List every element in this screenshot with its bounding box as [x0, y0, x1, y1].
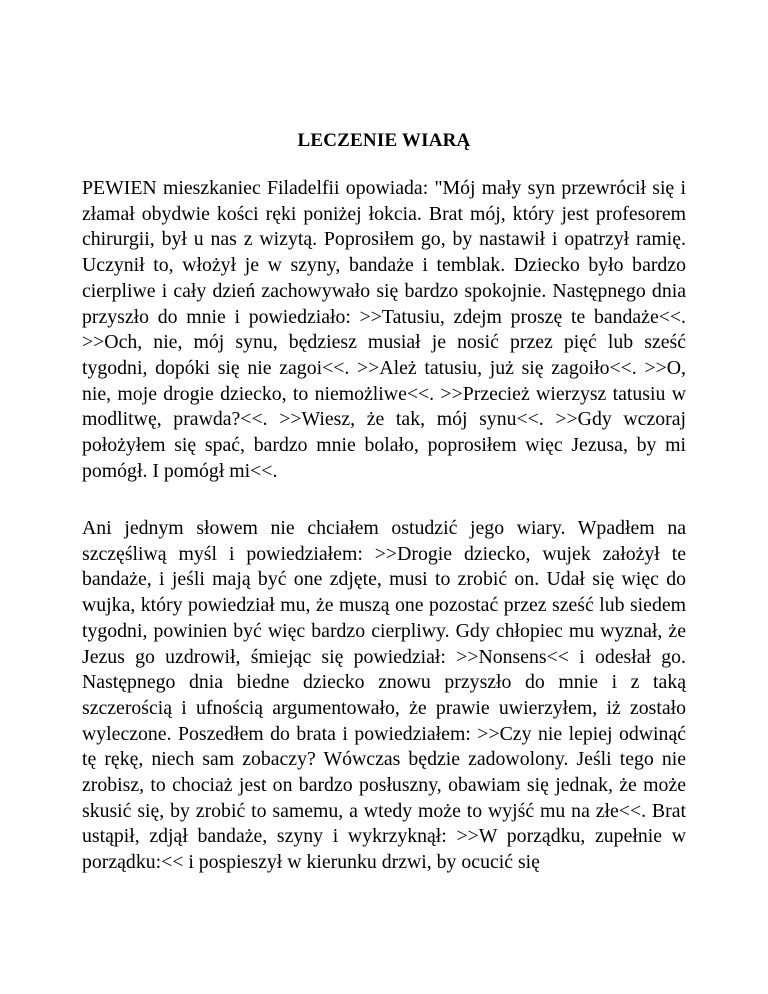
- paragraph-2: Ani jednym słowem nie chciałem ostudzić jego wiary. Wpadłem na szczęśliwą myśl i powiedziałem: >>Drogie dziecko, wujek założył te bandaże, i jeśli mają być one zdjęte, musi to zrobić on. Udał się więc do wujka, który powiedział mu, że muszą one pozostać przez sześć lub siedem tygodni, powinien być więc bardzo cierpliwy. Gdy chłopiec mu wyznał, że Jezus go uzdrowił, śmiejąc się powiedział: >>Nonsens<< i odesłał go. Następnego dnia biedne dziecko znowu przyszło do mnie i z taką szczerością i ufnością argumentowało, że prawie uwierzyłem, iż zostało wyleczone. Poszedłem do brata i powiedziałem: >>Czy nie lepiej odwinąć tę rękę, niech sam zobaczy? Wówczas będzie zadowolony. Jeśli tego nie zrobisz, to chociaż jest on bardzo posłuszny, obawiam się jednak, że może skusić się, by zrobić to samemu, a wtedy może to wyjść mu na złe<<. Brat ustąpił, zdjął bandaże, szyny i wykrzyknął: >>W porządku, zupełnie w porządku:<< i pospieszył w kierunku drzwi, by ocucić się: [82, 517, 686, 874]
- paragraph-1: PEWIEN mieszkaniec Filadelfii opowiada: "Mój mały syn przewrócił się i złamał obydwie kości ręki poniżej łokcia. Brat mój, który jest profesorem chirurgii, był u nas z wizytą. Poprosiłem go, by nastawił i opatrzył ramię. Uczynił to, włożył je w szyny, bandaże i temblak. Dziecko było bardzo cierpliwe i cały dzień zachowywało się bardzo spokojnie. Następnego dnia przyszło do mnie i powiedziało: >>Tatusiu, zdejm proszę te bandaże<<. >>Och, nie, mój synu, będziesz musiał je nosić przez pięć lub sześć tygodni, dopóki się nie zagoi<<. >>Ależ tatusiu, już się zagoiło<<. >>O, nie, moje drogie dziecko, to niemożliwe<<. >>Przecież wierzysz tatusiu w modlitwę, prawda?<<. >>Wiesz, że tak, mój synu<<. >>Gdy wczoraj położyłem się spać, bardzo mnie bolało, poprosiłem więc Jezusa, by mi pomógł. I pomógł mi<<.: [82, 177, 686, 482]
- page-title: LECZENIE WIARĄ: [297, 130, 471, 151]
